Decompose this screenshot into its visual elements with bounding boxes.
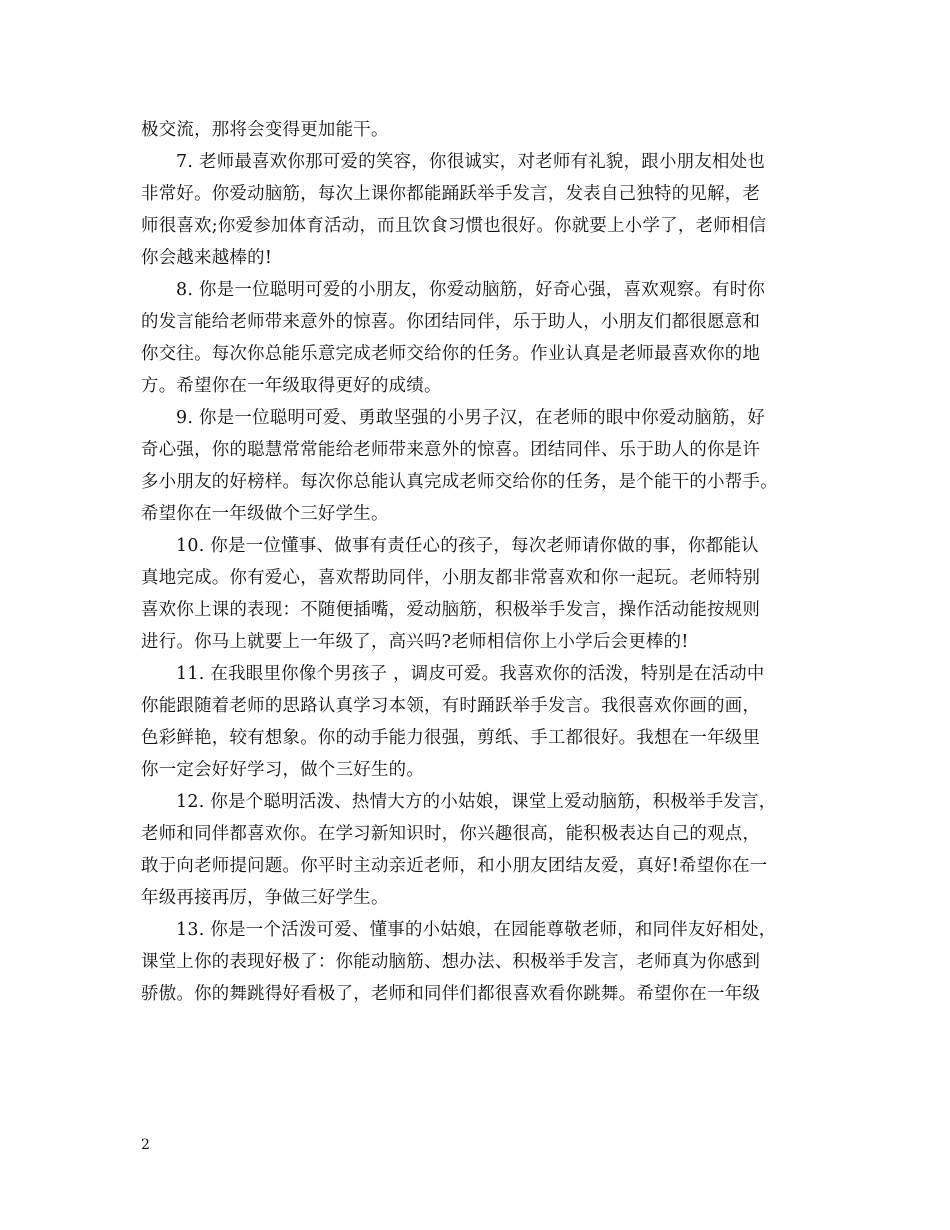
text-line: 8. 你是一位聪明可爱的小朋友，你爱动脑筋，好奇心强，喜欢观察。有时你 — [176, 280, 766, 300]
text-line: 极交流，那将会变得更加能干。 — [141, 120, 389, 140]
text-line: 13. 你是一个活泼可爱、懂事的小姑娘，在园能尊敬老师，和同伴友好相处， — [176, 920, 777, 940]
text-line: 多小朋友的好榜样。每次你总能认真完成老师交给你的任务，是个能干的小帮手。 — [141, 472, 778, 492]
text-line: 11. 在我眼里你像个男孩子 ，调皮可爱。我喜欢你的活泼，特别是在活动中 — [176, 664, 765, 684]
page-number: 2 — [141, 1137, 150, 1153]
text-line: 进行。你马上就要上一年级了，高兴吗?老师相信你上小学后会更棒的! — [141, 632, 689, 652]
text-line: 师很喜欢;你爱参加体育活动，而且饮食习惯也很好。你就要上小学了，老师相信 — [141, 216, 767, 236]
text-line: 方。希望你在一年级取得更好的成绩。 — [141, 376, 442, 396]
text-line: 12. 你是个聪明活泼、热情大方的小姑娘，课堂上爱动脑筋，积极举手发言， — [176, 792, 777, 812]
text-line: 10. 你是一位懂事、做事有责任心的孩子，每次老师请你做的事，你都能认 — [176, 536, 759, 556]
document-body — [141, 114, 811, 1010]
text-line: 课堂上你的表现好极了：你能动脑筋、想办法、积极举手发言，老师真为你感到 — [141, 952, 761, 972]
text-line: 喜欢你上课的表现：不随便插嘴，爱动脑筋，积极举手发言，操作活动能按规则 — [141, 600, 761, 620]
text-line: 你能跟随着老师的思路认真学习本领，有时踊跃举手发言。我很喜欢你画的画， — [141, 696, 761, 716]
text-line: 奇心强，你的聪慧常常能给老师带来意外的惊喜。团结同伴、乐于助人的你是许 — [141, 440, 761, 460]
text-line: 你一定会好好学习，做个三好生的。 — [141, 760, 425, 780]
text-line: 你交往。每次你总能乐意完成老师交给你的任务。作业认真是老师最喜欢你的地 — [141, 344, 761, 364]
text-line: 年级再接再厉，争做三好学生。 — [141, 888, 389, 908]
text-line: 你会越来越棒的! — [141, 248, 273, 268]
text-line: 非常好。你爱动脑筋，每次上课你都能踊跃举手发言，发表自己独特的见解，老 — [141, 184, 761, 204]
text-line: 的发言能给老师带来意外的惊喜。你团结同伴，乐于助人，小朋友们都很愿意和 — [141, 312, 761, 332]
text-line: 9. 你是一位聪明可爱、勇敢坚强的小男子汉，在老师的眼中你爱动脑筋，好 — [176, 408, 766, 428]
text-line: 7. 老师最喜欢你那可爱的笑容，你很诚实，对老师有礼貌，跟小朋友相处也 — [176, 152, 766, 172]
text-line: 敢于向老师提问题。你平时主动亲近老师，和小朋友团结友爱，真好!希望你在一 — [141, 856, 768, 876]
text-line: 希望你在一年级做个三好学生。 — [141, 504, 389, 524]
text-line: 骄傲。你的舞跳得好看极了，老师和同伴们都很喜欢看你跳舞。希望你在一年级 — [141, 984, 761, 1004]
text-line: 色彩鲜艳，较有想象。你的动手能力很强，剪纸、手工都很好。我想在一年级里 — [141, 728, 761, 748]
text-line: 老师和同伴都喜欢你。在学习新知识时，你兴趣很高，能积极表达自己的观点， — [141, 824, 761, 844]
text-line: 真地完成。你有爱心，喜欢帮助同伴，小朋友都非常喜欢和你一起玩。老师特别 — [141, 568, 761, 588]
